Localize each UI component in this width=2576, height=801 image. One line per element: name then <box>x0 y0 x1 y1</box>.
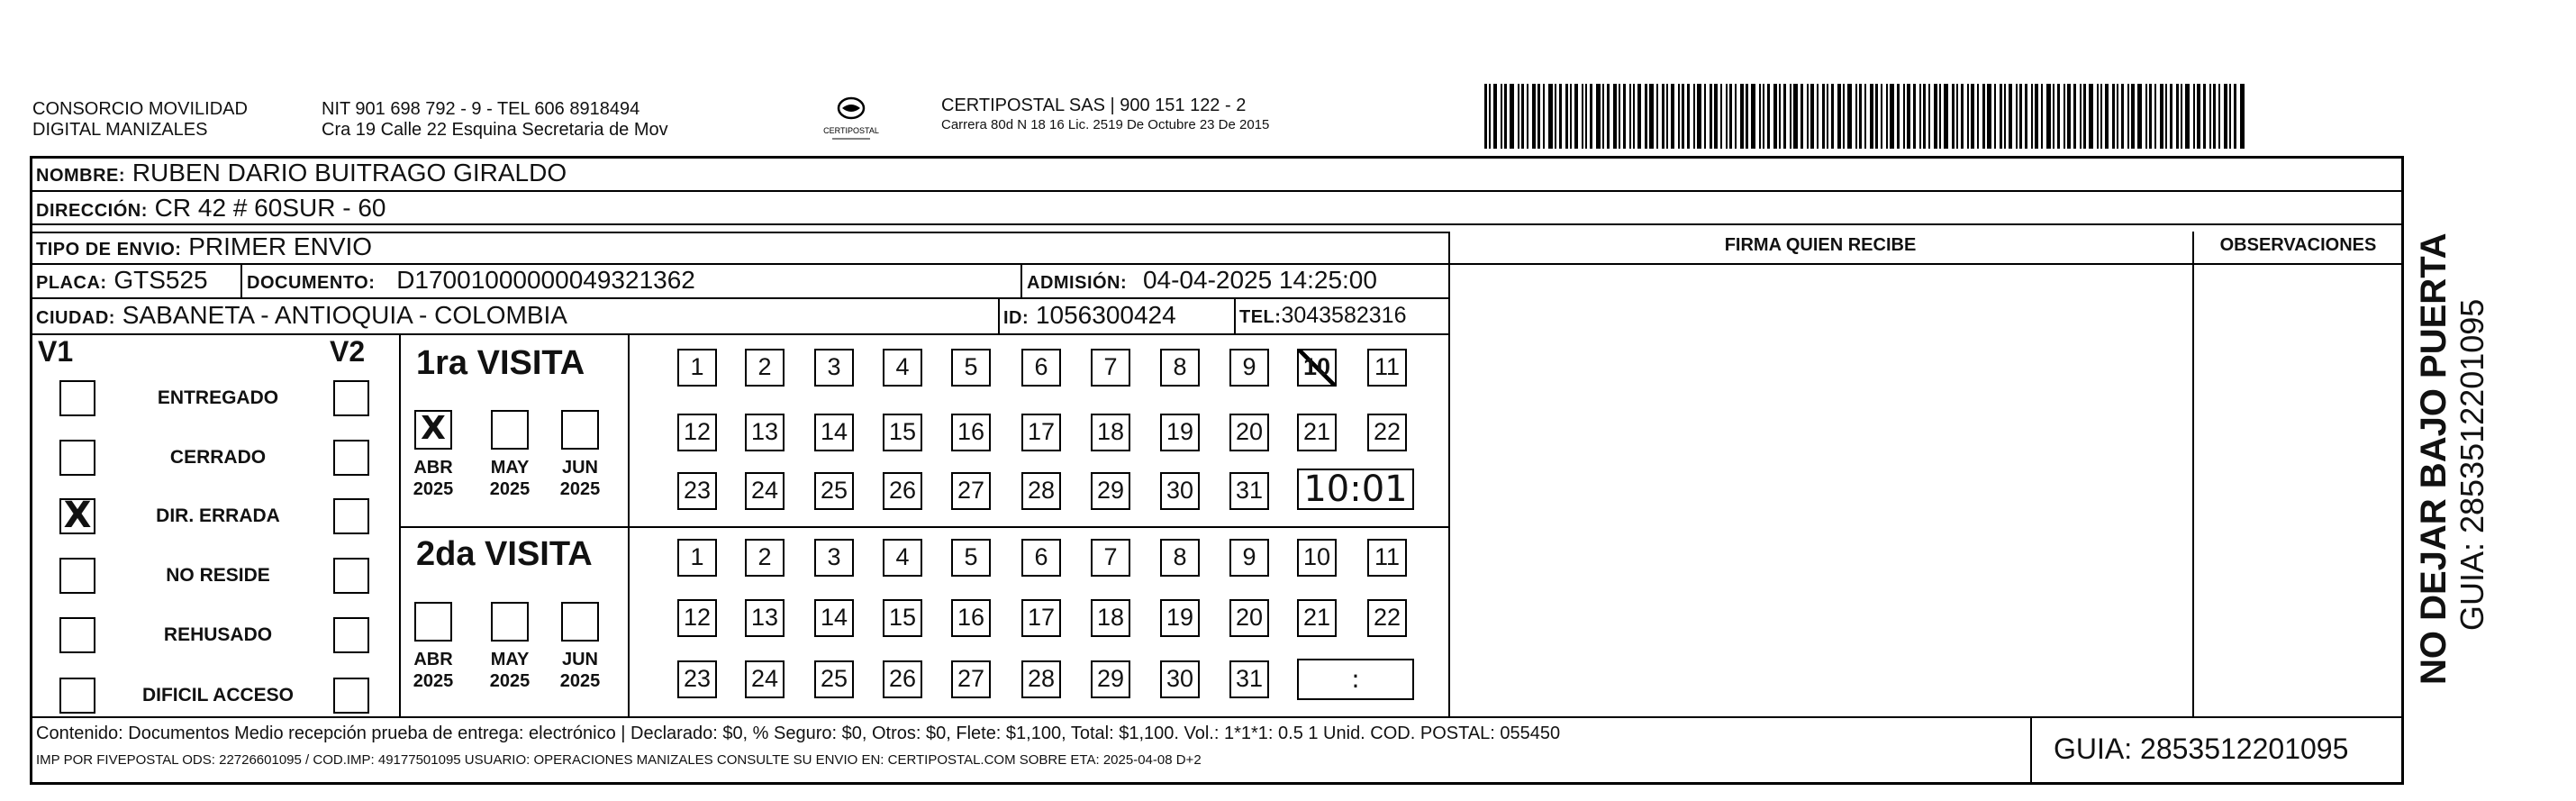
visit1-time: 10:01 <box>1297 469 1414 510</box>
day-box: 5 <box>951 349 991 387</box>
footer-print-line: IMP POR FIVEPOSTAL ODS: 22726601095 / COD.IMP: 49177501095 USUARIO: OPERACIONES MANIZALES CONSULTE SU ENVIO EN: CERTIPOSTAL.COM SOBRE ETA: 2025-04-08 D+2 <box>36 752 1202 768</box>
barcode-bar <box>1751 84 1755 149</box>
barcode-bar <box>1570 84 1572 149</box>
barcode-bar <box>1714 84 1718 149</box>
day-box: 31 <box>1229 472 1269 510</box>
barcode-bar <box>1919 84 1921 149</box>
barcode-bar <box>1649 84 1654 149</box>
barcode-bar <box>1687 84 1690 149</box>
id-value: 1056300424 <box>1035 301 1176 329</box>
month-label <box>478 649 541 692</box>
day-box: 30 <box>1160 472 1200 510</box>
day-box: 22 <box>1367 599 1407 637</box>
month-label <box>478 457 541 500</box>
barcode-bar <box>1596 84 1601 149</box>
barcode-bar <box>2197 84 2200 149</box>
barcode-bar <box>2193 84 2195 149</box>
day-box: 24 <box>745 472 785 510</box>
v1-header: V1 <box>38 335 74 368</box>
barcode-bar <box>1793 84 1798 149</box>
barcode-bar <box>2203 84 2206 149</box>
barcode-bar <box>2213 84 2216 149</box>
nombre-field: NOMBRE: RUBEN DARIO BUITRAGO GIRALDO <box>36 159 567 187</box>
barcode-bar <box>2031 84 2033 149</box>
barcode-bar <box>1662 84 1664 149</box>
barcode-bar <box>1484 84 1487 149</box>
barcode-bar <box>1510 84 1514 149</box>
v2-checkbox <box>333 617 369 653</box>
day-box: 7 <box>1091 539 1130 577</box>
barcode-bar <box>1637 84 1641 149</box>
month-year: 2025 <box>489 671 531 691</box>
carrier-info: CERTIPOSTAL SAS | 900 151 122 - 2 Carrera 80d N 18 16 Lic. 2519 De Octubre 23 De 2015 <box>941 96 1270 132</box>
day-box: 4 <box>883 349 922 387</box>
month-label <box>549 457 612 500</box>
v2-checkbox <box>333 498 369 534</box>
admision-value: 04-04-2025 14:25:00 <box>1142 266 1377 294</box>
tel-field: TEL:3043582316 <box>1239 303 1407 328</box>
barcode-bar <box>2170 84 2172 149</box>
month-name: MAY <box>490 458 530 478</box>
day-box: 11 <box>1367 539 1407 577</box>
month-checkbox <box>561 602 599 642</box>
day-box: 25 <box>814 660 854 698</box>
barcode-bar <box>1501 84 1502 149</box>
barcode-bar <box>2041 84 2043 149</box>
barcode-bar <box>1855 84 1857 149</box>
day-box: 1 <box>677 539 717 577</box>
barcode-bar <box>1537 84 1540 149</box>
day-box: 11 <box>1367 349 1407 387</box>
svg-text:CERTIPOSTAL: CERTIPOSTAL <box>823 126 879 135</box>
day-box: 19 <box>1160 414 1200 451</box>
day-box: 13 <box>745 414 785 451</box>
company-name: CONSORCIO MOVILIDAD DIGITAL MANIZALES <box>32 99 248 140</box>
day-box: 3 <box>814 539 854 577</box>
barcode-bar <box>2046 84 2051 149</box>
barcode-bar <box>1666 84 1668 149</box>
status-label: DIFICIL ACCESO <box>141 685 294 705</box>
barcode-bar <box>1956 84 1958 149</box>
certipostal-logo <box>812 92 890 146</box>
day-box: 1 <box>677 349 717 387</box>
barcode-bar <box>1837 84 1841 149</box>
tel-value: 3043582316 <box>1281 303 1407 328</box>
month-name: MAY <box>490 650 530 669</box>
day-box: 18 <box>1091 414 1130 451</box>
barcode-bar <box>1645 84 1647 149</box>
barcode-bar <box>1822 84 1825 149</box>
day-box: 16 <box>951 599 991 637</box>
month-label <box>402 649 465 692</box>
barcode-bar <box>2181 84 2182 149</box>
day-box: 20 <box>1229 599 1269 637</box>
barcode-bar <box>1928 84 1930 149</box>
barcode-bar <box>2131 84 2135 149</box>
barcode-bar <box>1527 84 1528 149</box>
day-box: 2 <box>745 539 785 577</box>
barcode-bar <box>1585 84 1587 149</box>
barcode-bar <box>1532 84 1536 149</box>
barcode-bar <box>1870 84 1873 149</box>
barcode-bar <box>1726 84 1728 149</box>
v1-checkbox <box>59 617 95 653</box>
month-year: 2025 <box>559 479 601 499</box>
tipo-envio-field: TIPO DE ENVIO: PRIMER ENVIO <box>36 232 373 260</box>
barcode-bar <box>1697 84 1701 149</box>
documento-field: DOCUMENTO: D17001000000049321362 <box>247 266 695 294</box>
barcode-bar <box>1759 84 1761 149</box>
barcode-bar <box>1590 84 1592 149</box>
month-label <box>549 649 612 692</box>
barcode-bar <box>1923 84 1926 149</box>
month-checkbox <box>414 602 452 642</box>
day-box: 13 <box>745 599 785 637</box>
barcode-bar <box>1682 84 1684 149</box>
day-box: 16 <box>951 414 991 451</box>
status-label: NO RESIDE <box>166 565 270 586</box>
barcode-bar <box>2160 84 2163 149</box>
footer-content-line: Contenido: Documentos Medio recepción prueba de entrega: electrónico | Declarado: $0, % Seguro: $0, Otros: $0, Flete: $1,100, Total: $1,100. Vol.: 1*1*1: 0.5 1 Unid. COD. POSTAL: 055450 <box>36 724 1561 743</box>
month-year: 2025 <box>559 671 601 691</box>
barcode-bar <box>2053 84 2054 149</box>
barcode-bar <box>1518 84 1519 149</box>
barcode-bar <box>1843 84 1845 149</box>
day-box: 17 <box>1021 414 1061 451</box>
barcode-bar <box>1779 84 1781 149</box>
status-label: ENTREGADO <box>157 387 279 408</box>
nombre-value: RUBEN DARIO BUITRAGO GIRALDO <box>132 159 567 187</box>
day-box: 5 <box>951 539 991 577</box>
month-checkbox <box>491 602 529 642</box>
barcode-bar <box>2035 84 2038 149</box>
barcode-bar <box>2105 84 2109 149</box>
day-box: 15 <box>883 599 922 637</box>
month-name: ABR <box>413 458 453 478</box>
documento-value: D17001000000049321362 <box>396 266 695 294</box>
day-box: 2 <box>745 349 785 387</box>
barcode-bar <box>1678 84 1680 149</box>
barcode-bar <box>1783 84 1786 149</box>
day-box: 9 <box>1229 539 1269 577</box>
day-box: 4 <box>883 539 922 577</box>
barcode-bar <box>1890 84 1894 149</box>
placa-field: PLACA: GTS525 <box>36 266 208 294</box>
tipo-envio-value: PRIMER ENVIO <box>188 232 373 260</box>
barcode-bar <box>2185 84 2190 149</box>
barcode-bar <box>1489 84 1491 149</box>
barcode-bar <box>2000 84 2002 149</box>
day-box: 6 <box>1021 539 1061 577</box>
day-box: 14 <box>814 414 854 451</box>
barcode-bar <box>1807 84 1809 149</box>
barcode <box>1484 84 2387 149</box>
v1-checkbox <box>59 558 95 594</box>
day-box: 20 <box>1229 414 1269 451</box>
v1-checkbox: X <box>59 498 95 534</box>
barcode-bar <box>2100 84 2102 149</box>
barcode-bar <box>1548 84 1553 149</box>
barcode-bar <box>1934 84 1937 149</box>
observaciones-header: OBSERVACIONES <box>2219 235 2377 255</box>
barcode-bar <box>2097 84 2099 149</box>
day-box: 28 <box>1021 660 1061 698</box>
placa-value: GTS525 <box>113 266 208 294</box>
day-box: 21 <box>1297 414 1337 451</box>
barcode-bar <box>2067 84 2071 149</box>
day-box: 27 <box>951 472 991 510</box>
barcode-bar <box>1629 84 1631 149</box>
v2-header: V2 <box>330 335 366 368</box>
day-box: 10 <box>1297 349 1337 387</box>
barcode-bar <box>2025 84 2027 149</box>
footer-guia: GUIA: 2853512201095 <box>2054 733 2349 765</box>
barcode-bar <box>1859 84 1862 149</box>
day-box: 15 <box>883 414 922 451</box>
barcode-bar <box>1633 84 1635 149</box>
barcode-bar <box>1831 84 1834 149</box>
barcode-bar <box>1994 84 1996 149</box>
barcode-bar <box>1623 84 1626 149</box>
barcode-bar <box>2234 84 2236 149</box>
barcode-bar <box>1875 84 1878 149</box>
barcode-bar <box>1671 84 1674 149</box>
month-checkbox: X <box>414 410 452 450</box>
barcode-bar <box>2016 84 2018 149</box>
day-box: 19 <box>1160 599 1200 637</box>
barcode-bar <box>2089 84 2093 149</box>
barcode-bar <box>1740 84 1744 149</box>
ciudad-value: SABANETA - ANTIOQUIA - COLOMBIA <box>122 301 567 329</box>
direccion-field: DIRECCIÓN: CR 42 # 60SUR - 60 <box>36 194 386 222</box>
barcode-bar <box>1827 84 1828 149</box>
v1-checkbox <box>59 440 95 476</box>
barcode-bar <box>2137 84 2142 149</box>
barcode-bar <box>1967 84 1969 149</box>
ciudad-field: CIUDAD: SABANETA - ANTIOQUIA - COLOMBIA <box>36 301 567 329</box>
day-box: 28 <box>1021 472 1061 510</box>
day-box: 17 <box>1021 599 1061 637</box>
barcode-bar <box>2080 84 2082 149</box>
barcode-bar <box>2009 84 2012 149</box>
barcode-bar <box>2229 84 2231 149</box>
barcode-bar <box>1735 84 1737 149</box>
month-checkbox <box>561 410 599 450</box>
month-checkbox <box>491 410 529 450</box>
status-label: REHUSADO <box>163 624 273 645</box>
day-box: 21 <box>1297 599 1337 637</box>
day-box: 6 <box>1021 349 1061 387</box>
barcode-bar <box>1763 84 1764 149</box>
day-box: 23 <box>677 472 717 510</box>
barcode-bar <box>1555 84 1556 149</box>
barcode-bar <box>1810 84 1814 149</box>
barcode-bar <box>2057 84 2060 149</box>
barcode-bar <box>1574 84 1578 149</box>
visit1-title: 1ra VISITA <box>416 344 585 382</box>
day-box: 24 <box>745 660 785 698</box>
day-box: 3 <box>814 349 854 387</box>
barcode-bar <box>2218 84 2220 149</box>
day-box: 30 <box>1160 660 1200 698</box>
barcode-bar <box>1864 84 1866 149</box>
day-box: 10 <box>1297 539 1337 577</box>
v2-checkbox <box>333 678 369 714</box>
company-contact: NIT 901 698 792 - 9 - TEL 606 8918494 Cra 19 Calle 22 Esquina Secretaria de Mov <box>322 99 668 140</box>
v2-checkbox <box>333 558 369 594</box>
barcode-bar <box>1559 84 1562 149</box>
barcode-bar <box>1886 84 1888 149</box>
barcode-bar <box>1977 84 1979 149</box>
visit2-time: : <box>1297 659 1414 700</box>
status-label: CERRADO <box>169 447 267 468</box>
day-box: 7 <box>1091 349 1130 387</box>
barcode-bar <box>1619 84 1620 149</box>
month-name: JUN <box>561 458 598 478</box>
barcode-bar <box>1907 84 1910 149</box>
barcode-bar <box>2064 84 2065 149</box>
v2-checkbox <box>333 440 369 476</box>
v1-checkbox <box>59 380 95 416</box>
barcode-bar <box>2004 84 2006 149</box>
day-box: 27 <box>951 660 991 698</box>
barcode-bar <box>1613 84 1617 149</box>
day-box: 8 <box>1160 349 1200 387</box>
v2-checkbox <box>333 380 369 416</box>
barcode-bar <box>1817 84 1819 149</box>
barcode-bar <box>1881 84 1882 149</box>
barcode-bar <box>1493 84 1497 149</box>
barcode-bar <box>1913 84 1916 149</box>
day-box: 26 <box>883 660 922 698</box>
barcode-bar <box>1543 84 1545 149</box>
barcode-bar <box>2121 84 2124 149</box>
day-box: 25 <box>814 472 854 510</box>
day-box: 31 <box>1229 660 1269 698</box>
barcode-bar <box>1897 84 1900 149</box>
day-box: 23 <box>677 660 717 698</box>
barcode-bar <box>2073 84 2076 149</box>
visit2-title: 2da VISITA <box>416 535 593 573</box>
barcode-bar <box>1971 84 1974 149</box>
barcode-bar <box>2240 84 2245 149</box>
day-box: 9 <box>1229 349 1269 387</box>
day-box: 12 <box>677 414 717 451</box>
barcode-bar <box>1720 84 1722 149</box>
month-year: 2025 <box>489 479 531 499</box>
v1-checkbox <box>59 678 95 714</box>
barcode-bar <box>2117 84 2118 149</box>
barcode-bar <box>1952 84 1955 149</box>
barcode-bar <box>2127 84 2129 149</box>
side-guia: GUIA: 2853512201095 <box>2454 298 2490 631</box>
barcode-bar <box>1729 84 1732 149</box>
barcode-bar <box>2149 84 2152 149</box>
barcode-bar <box>1565 84 1568 149</box>
firma-header: FIRMA QUIEN RECIBE <box>1724 235 1917 255</box>
barcode-bar <box>1521 84 1524 149</box>
month-name: JUN <box>561 650 598 669</box>
barcode-bar <box>2165 84 2167 149</box>
barcode-bar <box>1704 84 1706 149</box>
barcode-bar <box>1656 84 1658 149</box>
barcode-bar <box>2019 84 2022 149</box>
barcode-bar <box>1693 84 1695 149</box>
barcode-bar <box>2176 84 2179 149</box>
barcode-bar <box>1582 84 1583 149</box>
month-year: 2025 <box>413 479 454 499</box>
barcode-bar <box>2112 84 2115 149</box>
barcode-bar <box>1790 84 1791 149</box>
month-year: 2025 <box>413 671 454 691</box>
barcode-bar <box>1710 84 1712 149</box>
day-box: 8 <box>1160 539 1200 577</box>
day-box: 29 <box>1091 472 1130 510</box>
barcode-bar <box>2224 84 2227 149</box>
barcode-bar <box>1961 84 1964 149</box>
barcode-bar <box>1767 84 1770 149</box>
day-box: 22 <box>1367 414 1407 451</box>
barcode-bar <box>2145 84 2147 149</box>
barcode-bar <box>1504 84 1507 149</box>
barcode-bar <box>2083 84 2086 149</box>
barcode-bar <box>1944 84 1948 149</box>
barcode-bar <box>1800 84 1803 149</box>
day-box: 12 <box>677 599 717 637</box>
direccion-value: CR 42 # 60SUR - 60 <box>154 194 386 222</box>
side-warning: NO DEJAR BAJO PUERTA <box>2414 232 2454 685</box>
barcode-bar <box>1773 84 1777 149</box>
id-field: ID: 1056300424 <box>1003 301 1176 329</box>
barcode-bar <box>1746 84 1748 149</box>
month-name: ABR <box>413 650 453 669</box>
barcode-bar <box>2209 84 2211 149</box>
barcode-bar <box>1939 84 1941 149</box>
status-label: DIR. ERRADA <box>156 505 280 526</box>
month-label <box>402 457 465 500</box>
barcode-bar <box>2154 84 2156 149</box>
day-box: 26 <box>883 472 922 510</box>
barcode-bar <box>1602 84 1604 149</box>
barcode-bar <box>1903 84 1905 149</box>
day-box: 18 <box>1091 599 1130 637</box>
barcode-bar <box>1847 84 1852 149</box>
barcode-bar <box>1987 84 1991 149</box>
barcode-bar <box>1607 84 1610 149</box>
day-box: 29 <box>1091 660 1130 698</box>
day-box: 14 <box>814 599 854 637</box>
barcode-bar <box>1982 84 1985 149</box>
admision-field: ADMISIÓN: 04-04-2025 14:25:00 <box>1027 266 1377 294</box>
